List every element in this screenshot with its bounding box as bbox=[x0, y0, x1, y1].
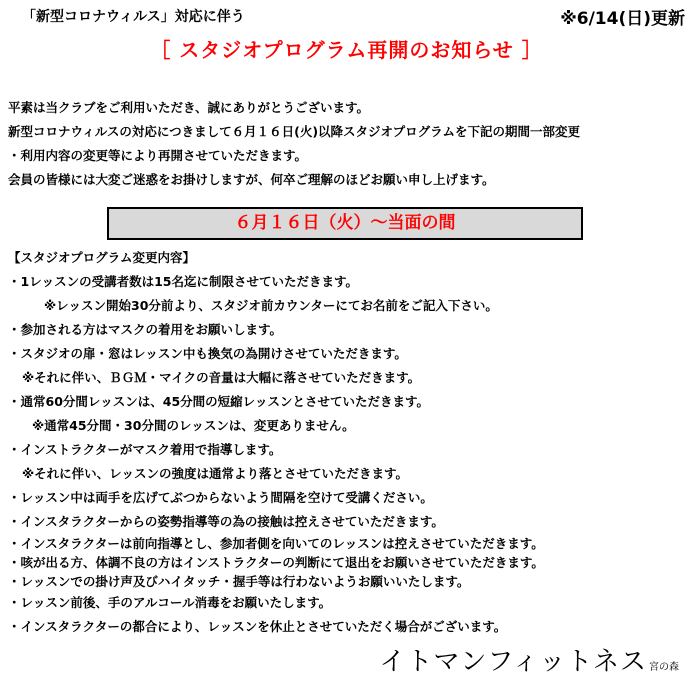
list-item: ・レッスンでの掛け声及びハイタッチ・握手等は行わないようお願いいたします。 bbox=[8, 574, 470, 589]
intro-line: 新型コロナウィルスの対応につきまして６月１６日(火)以降スタジオプログラムを下記の期間一部変更 bbox=[8, 124, 581, 139]
intro-line: 会員の皆様には大変ご迷惑をお掛けしますが、何卒ご理解のほどお願い申し上げます。 bbox=[8, 172, 495, 187]
brand-logo bbox=[379, 641, 679, 678]
period-banner: ６月１６日（火）～当面の間 bbox=[107, 207, 583, 240]
brand-branch: 宮の森 bbox=[649, 662, 679, 673]
changes-heading: 【スタジオプログラム変更内容】 bbox=[8, 250, 196, 265]
list-item: ・参加される方はマスクの着用をお願いします。 bbox=[8, 322, 283, 337]
list-note: ※通常45分間・30分間のレッスンは、変更ありません。 bbox=[32, 418, 355, 433]
list-item: ・インスタラクターの都合により、レッスンを休止とさせていただく場合がございます。 bbox=[8, 619, 507, 634]
list-item: ・インスタラクターからの姿勢指導等の為の接触は控えさせていただきます。 bbox=[8, 514, 444, 529]
list-note: ※それに伴い、ＢＧＭ・マイクの音量は大幅に落させていただきます。 bbox=[22, 370, 421, 385]
update-date: ※6/14(日)更新 bbox=[560, 9, 685, 29]
list-item: ・レッスン中は両手を広げてぶつからないよう間隔を空けて受講ください。 bbox=[8, 490, 433, 505]
list-item: ・1レッスンの受講者数は15名迄に制限させていただきます。 bbox=[8, 274, 358, 289]
brand-name: イトマンフィットネス bbox=[379, 647, 647, 677]
list-item: ・インスタラクターは前向指導とし、参加者側を向いてのレッスンは控えさせていただきます。 bbox=[8, 536, 544, 551]
intro-line: 平素は当クラブをご利用いただき、誠にありがとうございます。 bbox=[8, 100, 370, 115]
list-item: ・スタジオの扉・窓はレッスン中も換気の為開けさせていただきます。 bbox=[8, 346, 407, 361]
list-item: ・咳が出る方、体調不良の方はインストラクターの判断にて退出をお願いさせていただきます。 bbox=[8, 555, 544, 570]
list-item: ・通常60分間レッスンは、45分間の短縮レッスンとさせていただきます。 bbox=[8, 394, 430, 409]
list-note: ※それに伴い、レッスンの強度は通常より落とさせていただきます。 bbox=[22, 466, 409, 481]
intro-paragraph bbox=[8, 96, 580, 192]
notice-title: ［ スタジオプログラム再開のお知らせ ］ bbox=[150, 38, 543, 62]
intro-line: ・利用内容の変更等により再開させていただきます。 bbox=[8, 148, 308, 163]
notice-subtitle: 「新型コロナウィルス」対応に伴う bbox=[22, 9, 245, 25]
list-note: ※レッスン開始30分前より、スタジオ前カウンターにてお名前をご記入下さい。 bbox=[44, 298, 498, 313]
list-item: ・レッスン前後、手のアルコール消毒をお願いたします。 bbox=[8, 595, 332, 610]
changes-list bbox=[8, 246, 544, 639]
list-item: ・インストラクターがマスク着用で指導します。 bbox=[8, 442, 282, 457]
